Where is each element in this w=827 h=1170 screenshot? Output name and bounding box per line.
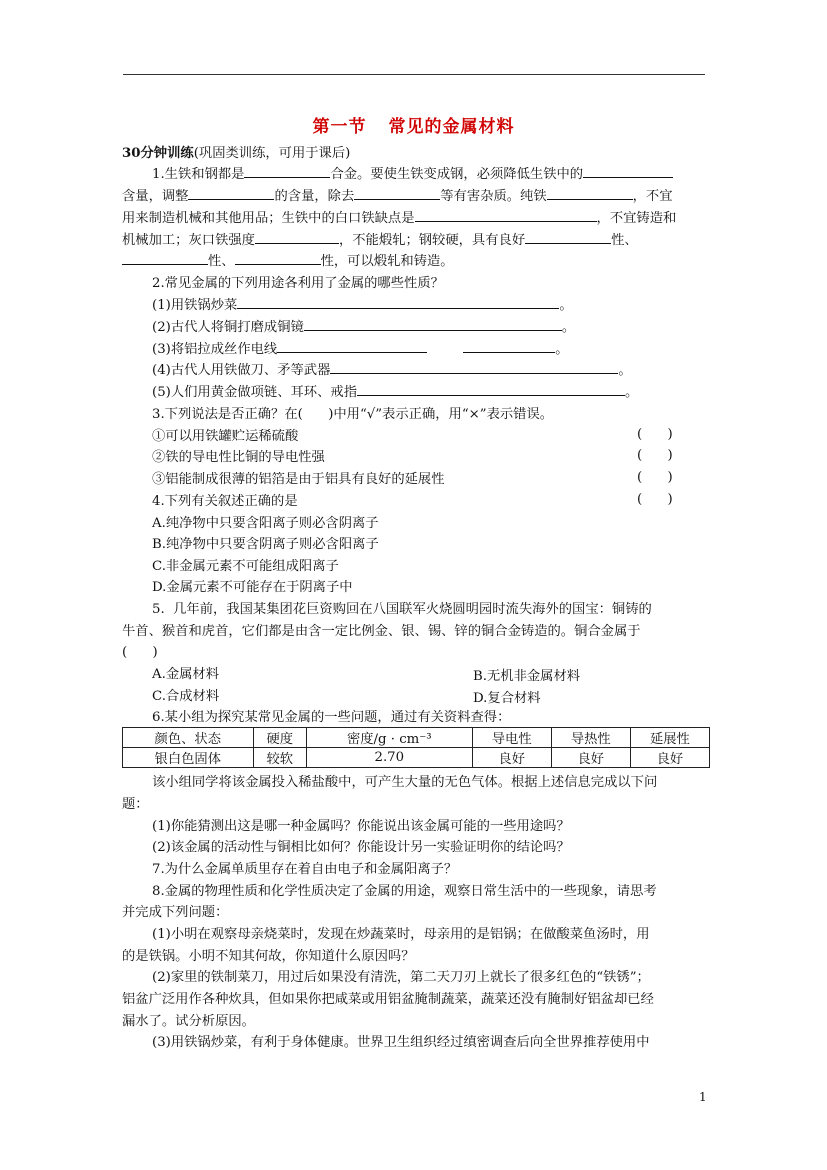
table-header-cell: 颜色、状态 (123, 728, 254, 748)
q8-line7: 漏水了。试分析原因。 (122, 1014, 255, 1029)
answer-blank (415, 209, 597, 222)
training-note: (巩固类训练，可用于课后) (193, 146, 351, 161)
metal-properties-table (122, 727, 710, 768)
table-header-row (123, 728, 710, 748)
q6-subquestion2: (2)该金属的活动性与铜相比如何？你能设计另一实验证明你的结论吗？ (152, 840, 570, 855)
title-section: 第一节 (312, 117, 367, 137)
q5-line1: 5. 几年前，我国某集团花巨资购回在八国联军火烧圆明园时流失海外的国宝：铜铸的 (152, 602, 652, 617)
q5-option-c: C.合成材料 (152, 689, 220, 704)
q6-paragraph-line1: 该小组同学将该金属投入稀盐酸中，可产生大量的无色气体。根据上述信息完成以下问 (152, 775, 658, 790)
answer-blank (255, 231, 339, 244)
answer-blank (237, 296, 559, 309)
page-title (0, 112, 827, 137)
answer-blank (188, 187, 274, 200)
q4-option-a: A.纯净物中只要含阳离子则必含阴离子 (152, 516, 379, 531)
answer-blank (235, 252, 321, 265)
table-cell: 良好 (630, 748, 709, 768)
q1-line3: 用来制造机械和其他用品；生铁中的白口铁缺点是 ，不宜铸造和 (122, 211, 677, 226)
q4-option-d: D.金属元素不可能存在于阴离子中 (152, 580, 353, 595)
q6-stem: 6.某小组为探究某常见金属的一些问题，通过有关资料查得： (152, 710, 511, 725)
q8-line3: (1)小明在观察母亲烧菜时，发现在炒蔬菜时，母亲用的是铝锅；在做酸菜鱼汤时，用 (152, 927, 650, 942)
table-cell: 银白色固体 (123, 748, 254, 768)
q3-answer-paren1: ( ) (637, 427, 673, 442)
table-header-cell: 导电性 (472, 728, 551, 748)
q5-option-b: B.无机非金属材料 (473, 669, 581, 684)
answer-blank (244, 165, 330, 178)
q1-line5: 性、 性，可以煅轧和铸造。 (122, 252, 454, 272)
q8-line5: (2)家里的铁制菜刀，用过后如果没有清洗，第二天刀刃上就长了很多红色的“铁锈”； (152, 970, 650, 985)
q8-line8: (3)用铁锅炒菜，有利于身体健康。世界卫生组织经过缜密调查后向全世界推荐使用中 (152, 1035, 650, 1050)
q6-paragraph-line2: 题： (122, 797, 149, 812)
q1-line1: 1.生铁和钢都是 合金。要使生铁变成钢，必须降低生铁中的 (152, 165, 673, 185)
q5-option-a: A.金属材料 (152, 667, 220, 682)
answer-blank (547, 187, 633, 200)
q5-option-d: D.复合材料 (473, 691, 541, 706)
header-rule (123, 74, 705, 75)
table-cell: 2.70 (306, 748, 472, 768)
q4-answer-paren: ( ) (637, 492, 673, 507)
answer-blank (583, 165, 673, 178)
answer-blank (330, 361, 618, 374)
q4-option-c: C.非金属元素不可能组成阳离子 (152, 559, 339, 574)
training-label: 30分钟训练 (122, 146, 194, 161)
q7-stem: 7.为什么金属单质里存在着自由电子和金属阳离子？ (152, 862, 458, 877)
q3-statement2: ②铁的导电性比铜的导电性强 (152, 450, 325, 465)
q8-line4: 的是铁锅。小明不知其何故，你知道什么原因吗？ (122, 949, 415, 964)
table-header-cell: 密度/g · cm⁻³ (306, 728, 472, 748)
q1-line4: 机械加工；灰口铁强度 ，不能煅轧；钢较硬，具有良好 性、 (122, 233, 638, 248)
q2-item3: (3)将铝拉成丝作电线 。 (152, 342, 569, 357)
table-row (123, 748, 710, 768)
table-header-cell: 延展性 (630, 728, 709, 748)
answer-blank (304, 318, 562, 331)
q6-subquestion1: (1)你能猜测出这是哪一种金属吗？你能说出该金属可能的一些用途吗？ (152, 819, 570, 834)
answer-blank (122, 252, 208, 265)
answer-blank (463, 340, 555, 353)
table-cell: 良好 (472, 748, 551, 768)
training-heading (122, 144, 350, 164)
answer-blank (357, 383, 625, 396)
q5-answer-paren: ( ) (122, 645, 158, 660)
table-header-cell: 导热性 (551, 728, 630, 748)
q1-line2: 含量，调整 的含量，除去 等有害杂质。纯铁 ，不宜 (122, 189, 673, 204)
q2-item2: (2)古代人将铜打磨成铜镜 。 (152, 320, 576, 335)
table-cell: 良好 (551, 748, 630, 768)
q2-item1: (1)用铁锅炒菜 。 (152, 298, 573, 313)
q8-line6: 铝盆广泛用作各种炊具，但如果你把咸菜或用铝盆腌制蔬菜，蔬菜还没有腌制好铝盆却已经 (122, 992, 654, 1007)
q3-statement3: ③铝能制成很薄的铝箔是由于铝具有良好的延展性 (152, 472, 445, 487)
q3-answer-paren2: ( ) (637, 448, 673, 463)
q3-statement1: ①可以用铁罐贮运稀硫酸 (152, 429, 299, 444)
answer-blank (525, 231, 611, 244)
q8-line2: 并完成下列问题： (122, 905, 229, 920)
q5-line2: 牛首、猴首和虎首，它们都是由含一定比例金、银、锡、锌的铜合金铸造的。铜合金属于 (122, 624, 641, 639)
table-header-cell: 硬度 (253, 728, 306, 748)
page-number: 1 (699, 1090, 707, 1104)
q2-item4: (4)古代人用铁做刀、矛等武器 。 (152, 363, 632, 378)
answer-blank (354, 187, 440, 200)
answer-blank (277, 340, 427, 353)
q2-item5: (5)人们用黄金做项链、耳环、戒指 。 (152, 385, 639, 400)
q3-stem: 3.下列说法是否正确？在( )中用“√”表示正确，用“×”表示错误。 (152, 407, 554, 422)
q4-option-b: B.纯净物中只要含阴离子则必含阳离子 (152, 537, 379, 552)
q2-stem: 2.常见金属的下列用途各利用了金属的哪些性质？ (152, 276, 444, 291)
q3-answer-paren3: ( ) (637, 470, 673, 485)
q8-line1: 8.金属的物理性质和化学性质决定了金属的用途，观察日常生活中的一些现象，请思考 (152, 884, 657, 899)
q4-stem: 4.下列有关叙述正确的是 (152, 494, 298, 509)
table-cell: 较软 (253, 748, 306, 768)
title-topic: 常见的金属材料 (388, 117, 515, 137)
